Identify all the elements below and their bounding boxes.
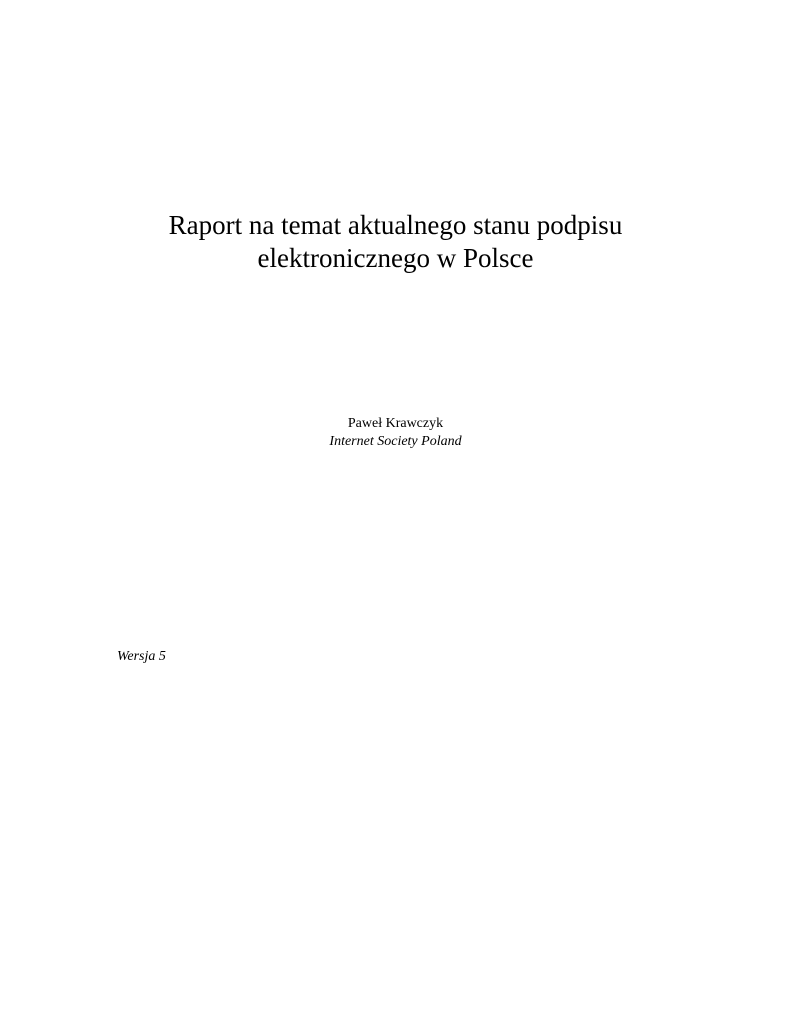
title-line-2: elektronicznego w Polsce	[257, 243, 534, 273]
title-line-1: Raport na temat aktualnego stanu podpisu	[168, 210, 623, 240]
author-block	[0, 415, 791, 451]
document-version: Wersja 5	[117, 649, 166, 664]
author-organization: Internet Society Poland	[329, 434, 462, 449]
author-name: Paweł Krawczyk	[347, 416, 444, 431]
page-title	[0, 209, 791, 275]
